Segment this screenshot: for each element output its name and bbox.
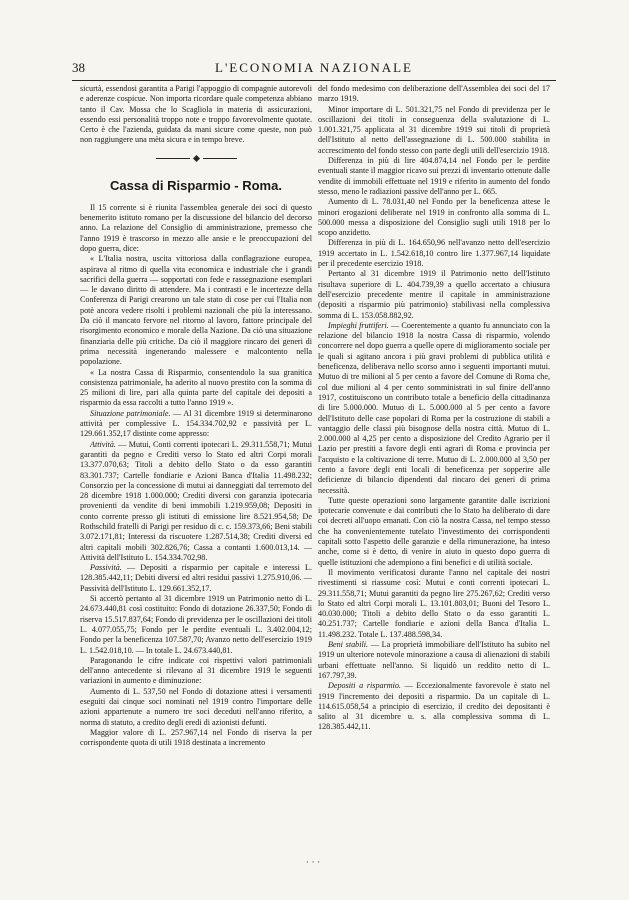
attivita-label: Attività.	[90, 439, 116, 449]
left-column	[80, 84, 312, 824]
body-paragraph: del fondo medesimo con deliberazione dell'Assemblea dei soci del 17 marzo 1919.	[318, 84, 550, 104]
attivita-text: — Mutui, Conti correnti ipotecari L. 29.311.558,71; Mutui garantiti da pegno e Crediti verso lo Stato ed altri Corpi morali 13.377.070,63; Titoli a debito dello Stato o da esso garantiti 83.301.737; Cartelle fondiarie e Azioni Banca d'Italia 11.498.232; Consorzio per la concessione di mutui ai danneggiati dal terremoto del 28 dicembre 1918 1.000.000; Crediti diversi con garanzia ipotecaria provenienti da vendite di beni immobili 1.219.959,08; Depositi in conto corrente presso gli istituti di emissione lire 8.521.954,58; De Rothschild fratelli di Parigi per residuo di c. c. 159.373,66; Beni stabili 3.072.171,81; Interessi da riscuotere 1.287.514,38; Crediti diversi ed altri capitali mobili 302.826,76; Cassa a contanti 1.600.013,14. — Attività dell'Istituto L. 154.334.702,98.	[80, 439, 312, 562]
body-paragraph: Aumento di L. 537,50 nel Fondo di dotazione attesi i versamenti eseguiti dai cinque soci nominati nel 1919 contro l'importare delle azioni appartenute a numero tre soci deceduti nell'anno riferito, a norma di statuto, a credito degli eredi di azionisti defunti.	[80, 686, 312, 727]
situazione-paragraph	[80, 409, 312, 440]
impieghi-text: — Coerentemente a quanto fu annunciato con la relazione del bilancio 1918 la nostra Cassa di risparmio, volendo concorrere nel dopo guerra a quelle opere di miglioramento sociale per le quali si agitano ancora i più gravi problemi di pubblica utilità e beneficenza, deliberava nello scorso anno i seguenti importanti mutui. Mutuo di tre milioni al 5 per cento a favore del Comune di Roma che, col due milioni al 4 per cento somministrati in sul finire dell'anno 1917, costituiscono un contributo totale a beneficio della cittadinanza di lire 5.000.000. Mutuo di L. 5.000.000 al 5 per cento a favore dell'Istituto delle case popolari di Roma per la costruzione di stabili a vantaggio delle classi più bisognose della nostra città. Mutuo di L. 2.000.000 al 4,25 per cento a disposizione del Credito Agrario per il Lazio per prestiti a favore degli enti agrari di Roma e provincia per l'acquisto e la coltivazione di terre. Mutuo di L. 2.000.000 al 3,50 per cento a favore degli enti locali di beneficenza per sopperire alle deficienze di bilancio dipendenti dal rincaro dei generi di prima necessità.	[318, 320, 550, 495]
beni-text: — La proprietà immobiliare dell'Istituto ha subito nel 1919 un ulteriore notevole minorazione a causa di alienazioni di stabili urbani effettuate nell'anno. Si liquidò un reddito netto di L. 167.797,39.	[318, 640, 550, 680]
body-paragraph: « La nostra Cassa di Risparmio, consentendolo la sua granitica consistenza patrimoniale, ha aderito al nuovo prestito con la somma di 25 milioni di lire, pari alla quinta parte del capitale dei depositi a risparmio da essa raccolti a tutto l'anno 1919 ».	[80, 367, 312, 408]
depositi-label: Depositi a risparmio.	[328, 681, 401, 691]
body-paragraph: Il 15 corrente si è riunita l'assemblea generale dei soci di questo benemerito istituto romano per la discussione del bilancio del decorso anno. La relazione del Consiglio di amministrazione, premesso che l'anno 1919 è trascorso in mezzo alle ansie e le preoccupazioni del dopo guerra, dice:	[80, 202, 312, 253]
passivita-text: — Depositi a risparmio per capitale e interessi L. 128.385.442,11; Debiti diversi ed altri residui passivi 1.275.910,06. — Passività dell'Istituto L. 129.661.352,17.	[80, 563, 312, 593]
depositi-text: — Eccezionalmente favorevole è stato nel 1919 l'incremento dei depositi a risparmio. Da un capitale di L. 114.615.058,54 a principio di esercizio, il credito dei depositanti è salito al 31 dicembre u. s. alla complessiva somma di L. 128.385.442,11.	[318, 681, 550, 732]
section-ornament	[80, 154, 312, 164]
body-paragraph: Differenza in più di L. 164.650,96 nell'avanzo netto dell'esercizio 1919 accertato in L. 1.542.618,10 contro lire 1.377.967,14 liquidate per il precedente esercizio 1918.	[318, 238, 550, 269]
passivita-label: Passività.	[90, 563, 122, 573]
passivita-paragraph	[80, 563, 312, 594]
situazione-text: — Al 31 dicembre 1919 si determinarono attività per complessive L. 154.334.702,92 e passività per L. 129.661.352,17 distinte come appresso:	[80, 408, 312, 439]
body-paragraph: Differenza in più di lire 404.874,14 nel Fondo per le perdite eventuali stante il maggior ricavo sui prezzi di inventario ottenute dalle vendite di immobili effettuate nel 1919 e riferito in aumento del fondo stesso, meno le radiazioni passive dell'anno per L. 665.	[318, 156, 550, 196]
section-title: Cassa di Risparmio - Roma.	[110, 177, 282, 193]
page-number: 38	[72, 60, 85, 75]
body-paragraph: Minor importare di L. 501.321,75 nel Fondo di previdenza per le oscillazioni dei titoli in conseguenza della svalutazione di L. 1.001.321,75 applicata al 31 dicembre 1919 sui titoli di proprietà dell'Istituto al netto dell'assegnazione di L. 500.000 stabilita in accrescimento del fondo stesso con parte degli utili dell'esercizio 1918.	[318, 104, 550, 155]
depositi-paragraph	[318, 681, 550, 732]
body-paragraph: Pertanto al 31 dicembre 1919 il Patrimonio netto dell'Istituto risultava superiore di L. 404.739,39 a quello accertato a chiusura dell'esercizio precedente mentre il capitale in amministrazione (depositi a risparmio più patrimonio) stabilivasi nella complessiva somma di L. 153.058.882,92.	[318, 269, 550, 320]
running-head	[72, 60, 556, 78]
body-paragraph: Maggior valore di L. 257.967,14 nel Fondo di riserva la per corrispondente quota di utili 1918 destinata a incremento	[80, 727, 312, 748]
body-paragraph: Tutte queste operazioni sono largamente garantite dalle iscrizioni ipotecarie convenute e dai contributi che lo Stato ha deliberato di dare coi decreti all'uopo emanati. Con ciò la nostra Cassa, nel tempo stesso che ha convenientemente tutelato l'investimento dei corrispondenti capitali sotto l'aspetto delle garanzie e della rimunerazione, ha inteso anche, come si è detto, di venire in aiuto in questo dopo guerra di quelle istituzioni che adempiono a fini benefici e di utilità sociale.	[318, 495, 550, 567]
intro-paragraph: sicurtà, essendosi garantita a Parigi l'appoggio di compagnie autorevoli e aderenze cospicue. Non importa ricordare quale competenza abbiano tanto il Cav. Mossa che lo Scagliola in materia di assicurazioni, essendo essi personalità troppo note e troppo favorevolmente quotate. Certo è che l'azienda, guidata da mani sicure come queste, non può non raggiungere una mèta sicura e in tempo breve.	[80, 84, 312, 145]
impieghi-paragraph	[318, 321, 550, 496]
beni-paragraph	[318, 640, 550, 681]
body-paragraph: Si accertò pertanto al 31 dicembre 1919 un Patrimonio netto di L. 24.673.440,81 così costituito: Fondo di dotazione 26.337,50; Fondo di riserva 15.517.837,64; Fondo di previdenza per le oscillazioni dei titoli L. 4.077.055,75; Fondo per le perdite eventuali L. 3.402.004,12; Fondo per la beneficenza 107.587,70; Avanzo netto dell'esercizio 1919 L. 1.542.018,10. — In totale L. 24.673.440,81.	[80, 594, 312, 655]
body-paragraph: Aumento di L. 78.031,40 nel Fondo per la beneficenza attese le minori erogazioni deliberate nel 1919 in confronto alla somma di L. 500.000 messa a disposizione del Consiglio sugli utili 1918 per lo scopo anzidetto.	[318, 197, 550, 238]
impieghi-label: Impieghi fruttiferi.	[328, 320, 389, 330]
header-rule	[72, 80, 556, 81]
beni-label: Beni stabili.	[328, 640, 369, 650]
body-paragraph: « L'Italia nostra, uscita vittoriosa dalla conflagrazione europea, aspirava al ritmo di quella vita economica e industriale che i grandi sacrifici della guerra — sopportati con fede e rassegnazione esemplari — le davano diritto di attendere. Ma i contrasti e le incertezze della Conferenza di Parigi crearono un tale stato di cose per cui l'Italia non potè ancora vedere risolti i problemi nazionali che più la interessano. Da ciò il mancato fervore nel ritorno al lavoro, fattore principale del risorgimento economico e morale della Nazione. Da ciò una situazione finanziaria delle più critiche. Da ciò il maggiore rincaro dei generi di prima necessità ingenerando malessere e malcontento nella popolazione.	[80, 254, 312, 367]
body-paragraph: Paragonando le cifre indicate coi rispettivi valori patrimoniali dell'anno antecedente si rilevano al 31 dicembre 1919 le seguenti variazioni in aumento e diminuzione:	[80, 655, 312, 686]
journal-title: L'ECONOMIA NAZIONALE	[215, 60, 413, 75]
body-paragraph: Il movimento verificatosi durante l'anno nel capitale dei nostri rivestimenti si riassume così: Mutui e conti correnti ipotecari L. 29.311.558,71; Mutui garantiti da pegno lire 275.267,62; Crediti verso lo Stato ed altri Corpi morali L. 13.101.803,01; Buoni del Tesoro L. 40.030.000; Titoli a debito dello Stato o da esso garantiti L. 40.251.737; Cartelle fondiarie e azioni della Banca d'Italia L. 11.498.232. Totale L. 137.488.598,34.	[318, 567, 550, 639]
right-column	[318, 84, 550, 824]
situazione-label: Situazione patrimoniale.	[90, 408, 171, 418]
attivita-paragraph	[80, 440, 312, 564]
footer-mark: · · ·	[305, 858, 321, 868]
